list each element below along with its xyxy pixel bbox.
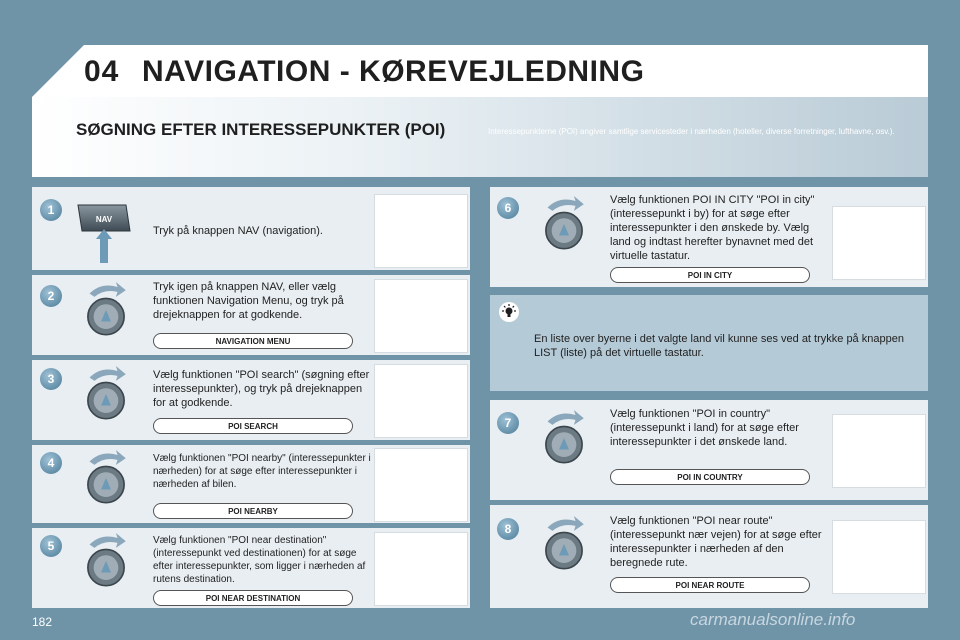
- page-number: 182: [32, 615, 53, 629]
- poi-nearby-label: POI NEARBY: [153, 503, 353, 519]
- rotary-knob-icon: [78, 450, 134, 506]
- step-7-text: Vælg funktionen "POI in country" (interessepunkt i land) for at søge efter interessepunkter i det ønskede land.: [610, 408, 799, 448]
- rotary-knob-icon: [536, 516, 592, 572]
- step-3-badge: 3: [40, 368, 62, 390]
- radio-panel-thumb-7: [832, 414, 926, 488]
- step-3-text: Vælg funktionen "POI search" (søgning efter interessepunkter), og tryk på drejeknappen for at godkende.: [153, 369, 370, 409]
- step-2-badge: 2: [40, 285, 62, 307]
- intro-text: Interessepunkterne (POI) angiver samtlige servicesteder i nærheden (hoteller, diverse forretninger, lufthavne, osv.).: [488, 127, 895, 136]
- radio-panel-thumb-3: [374, 364, 468, 438]
- section-title: SØGNING EFTER INTERESSEPUNKTER (POI): [76, 120, 446, 139]
- chapter-title: NAVIGATION - KØREVEJLEDNING: [142, 55, 645, 88]
- lightbulb-icon: [498, 301, 520, 323]
- radio-panel-thumb-1: [374, 194, 468, 268]
- step-8-text: Vælg funktionen "POI near route" (interessepunkt nær vejen) for at søge efter interessepunkter i nærheden af den beregnede rute.: [610, 515, 822, 569]
- rotary-knob-icon: [78, 366, 134, 422]
- step-7-badge: 7: [497, 412, 519, 434]
- poi-near-route-label: POI NEAR ROUTE: [610, 577, 810, 593]
- navigation-menu-label: NAVIGATION MENU: [153, 333, 353, 349]
- poi-in-country-label: POI IN COUNTRY: [610, 469, 810, 485]
- watermark: carmanualsonline.info: [690, 610, 856, 629]
- rotary-knob-icon: [536, 410, 592, 466]
- step-6-badge: 6: [497, 197, 519, 219]
- tip-text: En liste over byerne i det valgte land vil kunne ses ved at trykke på knappen LIST (liste) på det virtuelle tastatur.: [534, 333, 904, 359]
- header-fold: [32, 45, 84, 97]
- rotary-knob-icon: [78, 282, 134, 338]
- nav-button-label: NAV: [95, 215, 113, 224]
- step-6-text: Vælg funktionen POI IN CITY "POI in city" (interessepunkt i by) for at søge efter interessepunkter i den ønskede by. Vælg land og indtast herefter bynavnet med det virtuelle tastatur.: [610, 194, 815, 262]
- step-5-badge: 5: [40, 535, 62, 557]
- step-8-badge: 8: [497, 518, 519, 540]
- rotary-knob-icon: [78, 533, 134, 589]
- poi-search-label: POI SEARCH: [153, 418, 353, 434]
- poi-in-city-label: POI IN CITY: [610, 267, 810, 283]
- rotary-knob-icon: [536, 196, 592, 252]
- step-2-text: Tryk igen på knappen NAV, eller vælg funktionen Navigation Menu, og tryk på drejeknappen for at godkende.: [153, 281, 344, 321]
- chapter-number: 04: [84, 55, 120, 88]
- step-1-text: Tryk på knappen NAV (navigation).: [153, 225, 323, 237]
- radio-panel-thumb-4: [374, 448, 468, 522]
- poi-near-destination-label: POI NEAR DESTINATION: [153, 590, 353, 606]
- radio-panel-thumb-8: [832, 520, 926, 594]
- step-4-text: Vælg funktionen "POI nearby" (interessepunkter i nærheden) for at søge efter interessepunkter i nærheden af bilen.: [153, 453, 371, 490]
- radio-panel-thumb-6: [832, 206, 926, 280]
- step-4-badge: 4: [40, 452, 62, 474]
- step-1-badge: 1: [40, 199, 62, 221]
- nav-button-icon: [74, 203, 134, 265]
- radio-panel-thumb-2: [374, 279, 468, 353]
- radio-panel-thumb-5: [374, 532, 468, 606]
- step-5-text: Vælg funktionen "POI near destination" (interessepunkt ved destinationen) for at søge efter interessepunkter, som ligger i nærheden af rutens destination.: [153, 535, 366, 585]
